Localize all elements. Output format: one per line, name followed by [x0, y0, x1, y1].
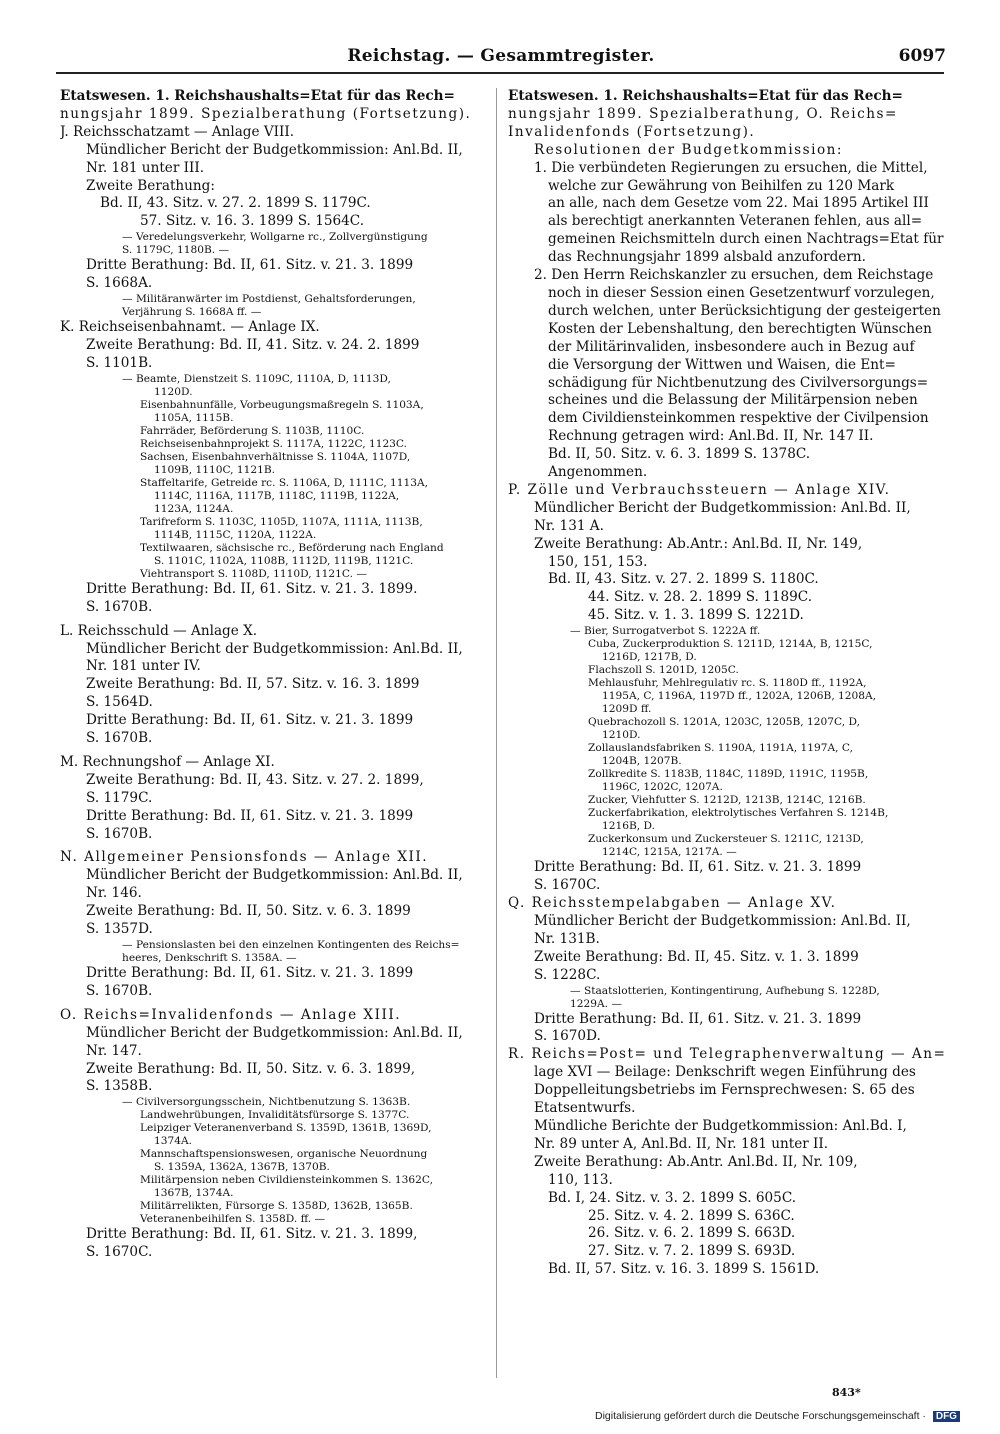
text-line: — Beamte, Dienstzeit S. 1109C, 1110A, D, 1113D, [122, 372, 391, 385]
text-line: — Pensionslasten bei den einzelnen Kontingenten des Reichs= [122, 939, 460, 951]
text-line: S. 1564D. [86, 694, 153, 711]
text-line: M. Rechnungshof — Anlage XI. [60, 753, 275, 770]
text-line: Mündlicher Bericht der Budgetkommission: Anl.Bd. II, [86, 1024, 463, 1041]
text-line: durch welchen, unter Berücksichtigung der gesteigerten [548, 302, 941, 319]
text-line: Mündlicher Bericht der Budgetkommission: Anl.Bd. II, [534, 912, 911, 929]
text-line: Tarifreform S. 1103C, 1105D, 1107A, 1111A, 1113B, [140, 515, 423, 528]
text-line: Leipziger Veteranenverband S. 1359D, 1361B, 1369D, [140, 1122, 432, 1135]
text-line: 110, 113. [548, 1171, 613, 1188]
text-line: Eisenbahnunfälle, Vorbeugungsmaßregeln S. 1103A, [140, 398, 424, 411]
text-line: 1216B, D. [602, 820, 655, 833]
text-line: L. Reichsschuld — Anlage X. [60, 622, 258, 639]
text-line: Zweite Berathung: Bd. II, 50. Sitz. v. 6. 3. 1899 [86, 903, 411, 920]
text-line: Zweite Berathung: Bd. II, 45. Sitz. v. 1. 3. 1899 [534, 948, 859, 965]
page-number: 6097 [898, 46, 946, 66]
text-line: 1204B, 1207B. [602, 755, 682, 768]
text-line: Zweite Berathung: Bd. II, 50. Sitz. v. 6. 3. 1899, [86, 1060, 416, 1077]
text-line: S. 1670B. [86, 982, 153, 999]
text-line: S. 1358B. [86, 1078, 153, 1095]
text-line: S. 1670C. [86, 1244, 153, 1261]
text-line: Quebrachozoll S. 1201A, 1203C, 1205B, 1207C, D, [588, 716, 860, 729]
text-line: Bd. II, 50. Sitz. v. 6. 3. 1899 S. 1378C. [548, 446, 811, 463]
text-line: Zweite Berathung: Ab.Antr. Anl.Bd. II, Nr. 109, [534, 1153, 858, 1170]
right-column [508, 88, 948, 1279]
text-line: N. Allgemeiner Pensionsfonds — Anlage XII. [60, 849, 429, 866]
text-line: schädigung für Nichtbenutzung des Civilversorgungs= [548, 374, 929, 391]
text-line: Staffeltarife, Getreide rc. S. 1106A, D, 1111C, 1113A, [140, 476, 429, 489]
text-line: das Rechnungsjahr 1899 alsbald anzufordern. [548, 249, 866, 266]
text-line: Bd. II, 43. Sitz. v. 27. 2. 1899 S. 1180C. [548, 571, 819, 588]
text-line: welche zur Gewährung von Beihilfen zu 120 Mark [548, 177, 895, 194]
text-line: S. 1179C. [86, 789, 153, 806]
text-line: 1114B, 1115C, 1120A, 1122A. [154, 528, 317, 541]
text-line: Textilwaaren, sächsische rc., Beförderung nach England [140, 541, 444, 554]
text-line: Verjährung S. 1668A ff. — [122, 306, 262, 319]
text-line: Landwehrübungen, Invaliditätsfürsorge S. 1377C. [140, 1109, 410, 1122]
text-line: Zuckerkonsum und Zuckersteuer S. 1211C, 1213D, [588, 833, 864, 846]
text-line: dem Civildiensteinkommen respektive der Civilpension [548, 410, 929, 427]
text-line: als berechtigt anerkannten Veteranen fehlen, aus all= [548, 213, 923, 230]
text-line: Nr. 89 unter A, Anl.Bd. II, Nr. 181 unter II. [534, 1135, 829, 1152]
column-divider [496, 88, 497, 1378]
text-line: Angenommen. [548, 464, 648, 481]
text-line: Nr. 181 unter III. [86, 159, 205, 176]
text-line: 1229A. — [570, 997, 622, 1010]
text-line: Dritte Berathung: Bd. II, 61. Sitz. v. 21. 3. 1899 [534, 859, 862, 876]
text-line: S. 1228C. [534, 966, 601, 983]
text-line: S. 1670B. [86, 825, 153, 842]
text-line: 1214C, 1215A, 1217A. — [602, 846, 737, 859]
text-line: Bd. II, 43. Sitz. v. 27. 2. 1899 S. 1179C. [100, 195, 371, 212]
text-line: Zweite Berathung: Ab.Antr.: Anl.Bd. II, Nr. 149, [534, 535, 863, 552]
text-line: gemeinen Reichsmitteln durch einen Nachtrags=Etat für [548, 231, 944, 248]
text-line: — Staatslotterien, Kontingentirung, Aufhebung S. 1228D, [570, 984, 880, 997]
text-line: Q. Reichsstempelabgaben — Anlage XV. [508, 895, 837, 911]
text-line: S. 1668A. [86, 275, 153, 292]
text-line: Militärrelikten, Fürsorge S. 1358D, 1362B, 1365B. [140, 1200, 413, 1213]
footer [595, 1410, 960, 1422]
text-line: Dritte Berathung: Bd. II, 61. Sitz. v. 21. 3. 1899 [534, 1010, 862, 1027]
text-line: Etatswesen. 1. Reichshaushalts=Etat für das Rech= [508, 88, 903, 104]
text-line: Dritte Berathung: Bd. II, 61. Sitz. v. 21. 3. 1899 [86, 712, 414, 729]
text-line: S. 1101B. [86, 354, 153, 371]
text-line: 1195A, C, 1196A, 1197D ff., 1202A, 1206B, 1208A, [602, 690, 877, 703]
running-title: Reichstag. — Gesammtregister. [347, 46, 655, 66]
text-line: Flachszoll S. 1201D, 1205C. [588, 664, 739, 677]
text-line: Invalidenfonds (Fortsetzung). [508, 123, 756, 140]
text-line: 1216D, 1217B, D. [602, 651, 697, 664]
text-line: Etatsentwurfs. [534, 1100, 636, 1117]
text-line: S. 1357D. [86, 921, 153, 938]
text-line: 1114C, 1116A, 1117B, 1118C, 1119B, 1122A, [154, 489, 400, 502]
text-line: 1123A, 1124A. [154, 502, 234, 515]
text-line: 57. Sitz. v. 16. 3. 1899 S. 1564C. [140, 213, 365, 230]
text-line: scheines und die Belassung der Militärpension neben [548, 392, 918, 409]
text-line: Zucker, Viehfutter S. 1212D, 1213B, 1214C, 1216B. [588, 794, 866, 807]
text-line: — Militäranwärter im Postdienst, Gehaltsforderungen, [122, 293, 416, 306]
dfg-logo: DFG [933, 1411, 960, 1422]
text-line: 1105A, 1115B. [154, 411, 234, 424]
text-line: R. Reichs=Post= und Telegraphenverwaltung — An= [508, 1046, 947, 1063]
text-line: Zweite Berathung: Bd. II, 41. Sitz. v. 24. 2. 1899 [86, 336, 420, 353]
text-line: 1. Die verbündeten Regierungen zu ersuchen, die Mittel, [534, 159, 928, 176]
text-line: Mündlicher Bericht der Budgetkommission: Anl.Bd. II, [86, 141, 463, 158]
signature-mark: 843* [832, 1386, 861, 1399]
text-line: Zollauslandsfabriken S. 1190A, 1191A, 1197A, C, [588, 742, 853, 755]
page-header [56, 44, 946, 70]
text-line: Militärpension neben Civildiensteinkommen S. 1362C, [140, 1174, 433, 1187]
text-line: S. 1101C, 1102A, 1108B, 1112D, 1119B, 1121C. [154, 554, 414, 567]
text-line: 26. Sitz. v. 6. 2. 1899 S. 663D. [588, 1225, 796, 1242]
text-line: — Veredelungsverkehr, Wollgarne rc., Zollvergünstigung [122, 231, 428, 244]
text-line: Kosten der Lebenshaltung, den berechtigten Wünschen [548, 320, 932, 337]
text-line: Mannschaftspensionswesen, organische Neuordnung [140, 1148, 428, 1161]
text-line: Nr. 147. [86, 1042, 142, 1059]
text-line: Dritte Berathung: Bd. II, 61. Sitz. v. 21. 3. 1899 [86, 257, 414, 274]
text-line: Dritte Berathung: Bd. II, 61. Sitz. v. 21. 3. 1899 [86, 807, 414, 824]
text-line: S. 1670C. [534, 877, 601, 894]
text-line: heeres, Denkschrift S. 1358A. — [122, 952, 297, 964]
text-line: Fahrräder, Beförderung S. 1103B, 1110C. [140, 424, 365, 437]
text-line: — Bier, Surrogatverbot S. 1222A ff. [570, 625, 761, 638]
text-line: 2. Den Herrn Reichskanzler zu ersuchen, dem Reichstage [534, 267, 934, 284]
text-line: — Civilversorgungsschein, Nichtbenutzung S. 1363B. [122, 1096, 411, 1109]
header-rule [56, 72, 944, 74]
text-line: J. Reichsschatzamt — Anlage VIII. [60, 123, 295, 140]
text-line: Veteranenbeihilfen S. 1358D. ff. — [140, 1213, 326, 1226]
text-line: 150, 151, 153. [548, 553, 648, 570]
text-line: noch in dieser Session einen Gesetzentwurf vorzulegen, [548, 284, 935, 301]
text-line: 1196C, 1202C, 1207A. [602, 781, 723, 794]
text-line: Dritte Berathung: Bd. II, 61. Sitz. v. 21. 3. 1899, [86, 1226, 418, 1243]
text-line: Reichseisenbahnprojekt S. 1117A, 1122C, 1123C. [140, 437, 408, 450]
text-line: Zweite Berathung: Bd. II, 57. Sitz. v. 16. 3. 1899 [86, 676, 420, 693]
text-line: 25. Sitz. v. 4. 2. 1899 S. 636C. [588, 1207, 795, 1224]
text-line: S. 1359A, 1362A, 1367B, 1370B. [154, 1161, 330, 1174]
text-line: an alle, nach dem Gesetze vom 22. Mai 1895 Artikel III [548, 195, 929, 212]
text-line: 1120D. [154, 385, 193, 398]
footer-text: Digitalisierung gefördert durch die Deutsche Forschungsgemeinschaft · [595, 1410, 926, 1422]
text-line: Cuba, Zuckerproduktion S. 1211D, 1214A, B, 1215C, [588, 638, 873, 651]
text-line: Bd. I, 24. Sitz. v. 3. 2. 1899 S. 605C. [548, 1189, 797, 1206]
text-line: Doppelleitungsbetriebs im Fernsprechwesen: S. 65 des [534, 1082, 915, 1099]
text-line: lage XVI — Beilage: Denkschrift wegen Einführung des [534, 1064, 916, 1081]
text-line: die Versorgung der Wittwen und Waisen, die Ent= [548, 356, 896, 373]
text-line: Resolutionen der Budgetkommission: [534, 141, 844, 158]
text-line: Nr. 131B. [534, 930, 600, 947]
text-line: nungsjahr 1899. Spezialberathung (Fortsetzung). [60, 105, 472, 122]
text-line: Etatswesen. 1. Reichshaushalts=Etat für das Rech= [60, 88, 455, 104]
text-line: 1209D ff. [602, 703, 652, 716]
text-line: Nr. 181 unter IV. [86, 658, 201, 675]
text-line: 1367B, 1374A. [154, 1187, 234, 1200]
text-line: 1210D. [602, 729, 641, 742]
text-line: der Militärinvaliden, insbesondere auch in Bezug auf [548, 338, 915, 355]
text-line: 27. Sitz. v. 7. 2. 1899 S. 693D. [588, 1243, 796, 1260]
text-line: O. Reichs=Invalidenfonds — Anlage XIII. [60, 1006, 402, 1023]
text-line: Zweite Berathung: Bd. II, 43. Sitz. v. 27. 2. 1899, [86, 771, 424, 788]
text-line: Viehtransport S. 1108D, 1110D, 1121C. — [140, 567, 367, 580]
text-line: P. Zölle und Verbrauchssteuern — Anlage XIV. [508, 481, 891, 498]
text-line: Rechnung getragen wird: Anl.Bd. II, Nr. 147 II. [548, 428, 874, 445]
text-line: S. 1670B. [86, 598, 153, 615]
text-line: Mündliche Berichte der Budgetkommission: Anl.Bd. I, [534, 1117, 907, 1134]
text-line: Dritte Berathung: Bd. II, 61. Sitz. v. 21. 3. 1899 [86, 965, 414, 981]
text-line: Nr. 146. [86, 885, 142, 902]
text-line: Mündlicher Bericht der Budgetkommission: Anl.Bd. II, [86, 640, 463, 657]
text-line: 44. Sitz. v. 28. 2. 1899 S. 1189C. [588, 589, 813, 606]
text-line: S. 1670D. [534, 1028, 601, 1045]
text-line: S. 1670B. [86, 730, 153, 747]
text-line: Mündlicher Bericht der Budgetkommission: Anl.Bd. II, [534, 499, 911, 516]
text-line: Bd. II, 57. Sitz. v. 16. 3. 1899 S. 1561D. [548, 1261, 820, 1278]
text-line: Nr. 131 A. [534, 517, 604, 534]
text-line: 1374A. [154, 1135, 192, 1148]
text-line: Mündlicher Bericht der Budgetkommission: Anl.Bd. II, [86, 867, 463, 884]
text-line: nungsjahr 1899. Spezialberathung, O. Reichs= [508, 105, 898, 122]
text-line: 45. Sitz. v. 1. 3. 1899 S. 1221D. [588, 607, 804, 624]
left-column [60, 88, 500, 1262]
text-line: Sachsen, Eisenbahnverhältnisse S. 1104A, 1107D, [140, 450, 411, 463]
text-line: S. 1179C, 1180B. — [122, 244, 230, 257]
text-line: Zuckerfabrikation, elektrolytisches Verfahren S. 1214B, [588, 807, 889, 820]
text-line: K. Reichseisenbahnamt. — Anlage IX. [60, 319, 320, 336]
text-line: Zweite Berathung: [86, 177, 215, 194]
text-line: Zollkredite S. 1183B, 1184C, 1189D, 1191C, 1195B, [588, 768, 869, 781]
text-line: Dritte Berathung: Bd. II, 61. Sitz. v. 21. 3. 1899. [86, 580, 418, 597]
text-line: Mehlausfuhr, Mehlregulativ rc. S. 1180D ff., 1192A, [588, 677, 867, 690]
text-line: 1109B, 1110C, 1121B. [154, 463, 276, 476]
